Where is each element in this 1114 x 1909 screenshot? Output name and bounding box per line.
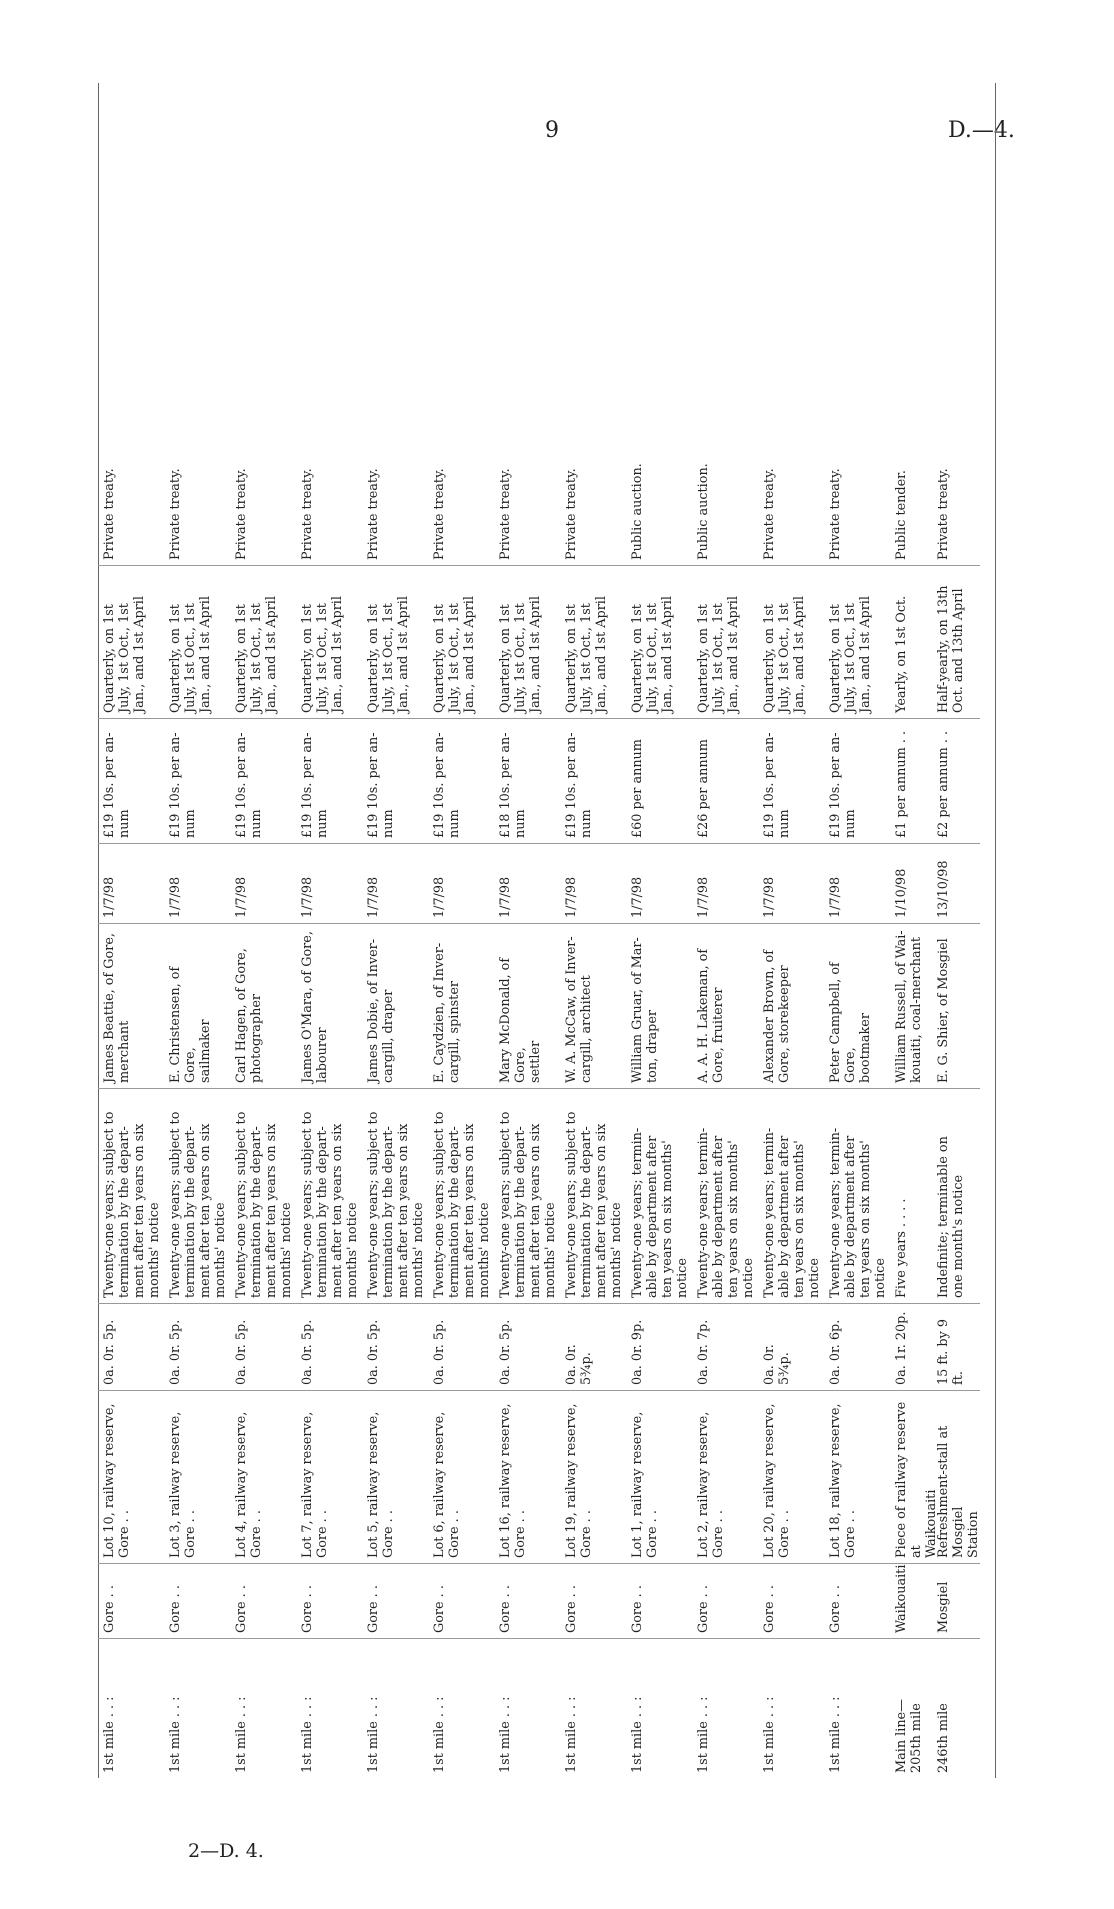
signature-mark: 2—D. 4. (188, 1840, 264, 1862)
mileage-cell: 1st mile . . : (626, 1638, 692, 1778)
table-row (692, 83, 758, 1778)
method-cell: Private treaty. (300, 468, 315, 560)
term-cell: Twenty-one years; subject to termination by the depart- ment after ten years on six months' notice (560, 1088, 626, 1303)
payment-cell: Quarterly, on 1st July, 1st Oct., 1st Jan., and 1st April (494, 565, 560, 718)
rental-cell: £19 10s. per an- num (296, 718, 362, 843)
term-cell: Twenty-one years; subject to termination by the depart- ment after ten years on six months' notice (428, 1088, 494, 1303)
station-cell: Gore . . (362, 1563, 428, 1638)
term-cell: Twenty-one years; subject to termination by the depart- ment after ten years on six months' notice (296, 1088, 362, 1303)
lessee-cell: James O'Mara, of Gore, labourer (296, 923, 362, 1088)
lessee-cell: Alexander Brown, of Gore, storekeeper (758, 923, 824, 1088)
table-bottom-rule (995, 83, 996, 1778)
method-cell: Private treaty. (762, 468, 777, 560)
rotated-lease-table (98, 83, 996, 1778)
description-cell: Lot 6, railway reserve, Gore . . (428, 1390, 494, 1563)
rental-cell: £2 per annum . . (932, 718, 980, 843)
station-cell: Gore . . (98, 1563, 164, 1638)
term-cell: Twenty-one years; termin- able by department after ten years on six months' notice (692, 1088, 758, 1303)
payment-cell: Quarterly, on 1st July, 1st Oct., 1st Jan., and 1st April (626, 565, 692, 718)
lessee-cell: James Dobie, of Inver- cargill, draper (362, 923, 428, 1088)
term-cell: Twenty-one years; subject to termination by the depart- ment after ten years on six months' notice (230, 1088, 296, 1303)
payment-cell: Quarterly, on 1st July, 1st Oct., 1st Jan., and 1st April (428, 565, 494, 718)
description-cell: Lot 1, railway reserve, Gore . . (626, 1390, 692, 1563)
lessee-cell: E. Caydzien, of Inver- cargill, spinster (428, 923, 494, 1088)
area-cell: 0a. 0r. 5p. (296, 1303, 362, 1390)
lessee-cell: E. G. Shier, of Mosgiel (932, 923, 980, 1088)
description-cell: Lot 3, railway reserve, Gore . . (164, 1390, 230, 1563)
description-cell: Lot 4, railway reserve, Gore . . (230, 1390, 296, 1563)
mileage-cell: 1st mile . . : (758, 1638, 824, 1778)
station-cell: Waikouaiti (890, 1563, 932, 1638)
area-cell: 0a. 0r. 5p. (362, 1303, 428, 1390)
method-cell: Private treaty. (102, 468, 117, 560)
date-cell: 1/7/98 (230, 843, 296, 923)
table-row (98, 83, 164, 1778)
description-cell: Lot 5, railway reserve, Gore . . (362, 1390, 428, 1563)
description-cell: Lot 16, railway reserve, Gore . . (494, 1390, 560, 1563)
mileage-cell: 1st mile . . : (98, 1638, 164, 1778)
area-cell: 0a. 0r. 5p. (98, 1303, 164, 1390)
lessee-cell: A. A. H. Lakeman, of Gore, fruiterer (692, 923, 758, 1088)
date-cell: 1/10/98 (890, 843, 932, 923)
mileage-cell: 1st mile . . : (494, 1638, 560, 1778)
station-cell: Gore . . (692, 1563, 758, 1638)
lessee-cell: William Russell, of Wai- kouaiti, coal-merchant (890, 923, 932, 1088)
station-cell: Mosgiel (932, 1563, 980, 1638)
date-cell: 1/7/98 (164, 843, 230, 923)
method-cell: Private treaty. (498, 468, 513, 560)
area-cell: 15 ft. by 9 ft. (932, 1303, 980, 1390)
method-cell: Private treaty. (828, 468, 843, 560)
description-cell: Lot 10, railway reserve, Gore . . (98, 1390, 164, 1563)
lessee-cell: James Beattie, of Gore, merchant (98, 923, 164, 1088)
method-cell: Private treaty. (234, 468, 249, 560)
station-cell: Gore . . (230, 1563, 296, 1638)
rental-cell: £19 10s. per an- num (98, 718, 164, 843)
date-cell: 13/10/98 (932, 843, 980, 923)
payment-cell: Quarterly, on 1st July, 1st Oct., 1st Jan., and 1st April (230, 565, 296, 718)
method-cell: Private treaty. (168, 468, 183, 560)
table-row (362, 83, 428, 1778)
term-cell: Twenty-one years; termin- able by department after ten years on six months' notice (824, 1088, 890, 1303)
description-cell: Lot 18, railway reserve, Gore . . (824, 1390, 890, 1563)
payment-cell: Quarterly, on 1st July, 1st Oct., 1st Jan., and 1st April (362, 565, 428, 718)
method-cell: Private treaty. (432, 468, 447, 560)
station-cell: Gore . . (494, 1563, 560, 1638)
description-cell: Refreshment-stall at Mosgiel Station (932, 1390, 980, 1563)
method-cell: Public auction. (696, 463, 711, 560)
mileage-cell: 1st mile . . : (296, 1638, 362, 1778)
lessee-cell: William Gruar, of Mar- ton, draper (626, 923, 692, 1088)
area-cell: 0a. 0r. 5p. (428, 1303, 494, 1390)
rental-cell: £19 10s. per an- num (428, 718, 494, 843)
term-cell: Twenty-one years; subject to termination by the depart- ment after ten years on six months' notice (98, 1088, 164, 1303)
area-cell: 0a. 0r. 5p. (494, 1303, 560, 1390)
description-cell: Lot 7, railway reserve, Gore . . (296, 1390, 362, 1563)
method-cell: Private treaty. (564, 468, 579, 560)
date-cell: 1/7/98 (362, 843, 428, 923)
mileage-cell: 1st mile . . : (560, 1638, 626, 1778)
rental-cell: £60 per annum (626, 718, 692, 843)
rental-cell: £19 10s. per an- num (758, 718, 824, 843)
payment-cell: Quarterly, on 1st July, 1st Oct., 1st Jan., and 1st April (164, 565, 230, 718)
term-cell: Twenty-one years; termin- able by department after ten years on six months' notice (626, 1088, 692, 1303)
date-cell: 1/7/98 (626, 843, 692, 923)
payment-cell: Quarterly, on 1st July, 1st Oct., 1st Jan., and 1st April (98, 565, 164, 718)
method-cell: Private treaty. (936, 468, 951, 560)
rental-cell: £18 10s. per an- num (494, 718, 560, 843)
area-cell: 0a. 0r. 5¾p. (560, 1303, 626, 1390)
date-cell: 1/7/98 (428, 843, 494, 923)
lessee-cell: Mary McDonald, of Gore, settler (494, 923, 560, 1088)
method-cell: Public tender. (894, 470, 909, 560)
rental-cell: £1 per annum . . (890, 718, 932, 843)
mileage-cell: 1st mile . . : (230, 1638, 296, 1778)
area-cell: 0a. 1r. 20p. (890, 1303, 932, 1390)
description-cell: Piece of railway reserve at Waikouaiti (890, 1390, 932, 1563)
area-cell: 0a. 0r. 5p. (164, 1303, 230, 1390)
payment-cell: Quarterly, on 1st July, 1st Oct., 1st Jan., and 1st April (296, 565, 362, 718)
station-cell: Gore . . (626, 1563, 692, 1638)
payment-cell: Yearly, on 1st Oct. (890, 565, 932, 718)
lessee-cell: Peter Campbell, of Gore, bootmaker (824, 923, 890, 1088)
table-row (494, 83, 560, 1778)
term-cell: Twenty-one years; subject to termination by the depart- ment after ten years on six months' notice (494, 1088, 560, 1303)
date-cell: 1/7/98 (98, 843, 164, 923)
area-cell: 0a. 0r. 6p. (824, 1303, 890, 1390)
mileage-cell: 1st mile . . : (428, 1638, 494, 1778)
table-row (758, 83, 824, 1778)
payment-cell: Quarterly, on 1st July, 1st Oct., 1st Jan., and 1st April (758, 565, 824, 718)
description-cell: Lot 19, railway reserve, Gore . . (560, 1390, 626, 1563)
station-cell: Gore . . (164, 1563, 230, 1638)
term-cell: Indefinite; terminable on one month's notice (932, 1088, 980, 1303)
lessee-cell: Carl Hagen, of Gore, photographer (230, 923, 296, 1088)
method-cell: Private treaty. (366, 468, 381, 560)
table-row (824, 83, 890, 1778)
payment-cell: Quarterly, on 1st July, 1st Oct., 1st Jan., and 1st April (560, 565, 626, 718)
date-cell: 1/7/98 (824, 843, 890, 923)
lessee-cell: W. A. McCaw, of Inver- cargill, architect (560, 923, 626, 1088)
method-cell: Public auction. (630, 463, 645, 560)
station-cell: Gore . . (296, 1563, 362, 1638)
table-row (626, 83, 692, 1778)
date-cell: 1/7/98 (296, 843, 362, 923)
mileage-cell: 1st mile . . : (824, 1638, 890, 1778)
mileage-cell: 246th mile (932, 1638, 980, 1778)
rental-cell: £19 10s. per an- num (230, 718, 296, 843)
table-row (890, 83, 939, 1778)
page-number: 9 (545, 118, 559, 143)
station-cell: Gore . . (560, 1563, 626, 1638)
lessee-cell: E. Christensen, of Gore, sailmaker (164, 923, 230, 1088)
term-cell: Twenty-one years; subject to termination by the depart- ment after ten years on six months' notice (164, 1088, 230, 1303)
station-cell: Gore . . (428, 1563, 494, 1638)
rental-cell: £19 10s. per an- num (824, 718, 890, 843)
date-cell: 1/7/98 (692, 843, 758, 923)
description-cell: Lot 20, railway reserve, Gore . . (758, 1390, 824, 1563)
area-cell: 0a. 0r. 5¾p. (758, 1303, 824, 1390)
rental-cell: £19 10s. per an- num (362, 718, 428, 843)
term-cell: Twenty-one years; termin- able by department after ten years on six months' notice (758, 1088, 824, 1303)
description-cell: Lot 2, railway reserve, Gore . . (692, 1390, 758, 1563)
table-row (230, 83, 296, 1778)
table-row (296, 83, 362, 1778)
area-cell: 0a. 0r. 9p. (626, 1303, 692, 1390)
station-cell: Gore . . (758, 1563, 824, 1638)
mileage-cell: 1st mile . . : (164, 1638, 230, 1778)
rental-cell: £19 10s. per an- num (560, 718, 626, 843)
station-cell: Gore . . (824, 1563, 890, 1638)
date-cell: 1/7/98 (560, 843, 626, 923)
payment-cell: Half-yearly, on 13th Oct. and 13th April (932, 565, 980, 718)
term-cell: Five years . . . . (890, 1088, 932, 1303)
date-cell: 1/7/98 (758, 843, 824, 923)
date-cell: 1/7/98 (494, 843, 560, 923)
rental-cell: £19 10s. per an- num (164, 718, 230, 843)
table-row (932, 83, 980, 1778)
table-row (560, 83, 626, 1778)
table-row (164, 83, 230, 1778)
mileage-cell: 1st mile . . : (692, 1638, 758, 1778)
payment-cell: Quarterly, on 1st July, 1st Oct., 1st Jan., and 1st April (824, 565, 890, 718)
mileage-cell: Main line— 205th mile (890, 1638, 932, 1778)
table-row (428, 83, 494, 1778)
mileage-cell: 1st mile . . : (362, 1638, 428, 1778)
payment-cell: Quarterly, on 1st July, 1st Oct., 1st Jan., and 1st April (692, 565, 758, 718)
area-cell: 0a. 0r. 5p. (230, 1303, 296, 1390)
rental-cell: £26 per annum (692, 718, 758, 843)
document-reference: D.—4. (948, 118, 1015, 143)
area-cell: 0a. 0r. 7p. (692, 1303, 758, 1390)
term-cell: Twenty-one years; subject to termination by the depart- ment after ten years on six months' notice (362, 1088, 428, 1303)
